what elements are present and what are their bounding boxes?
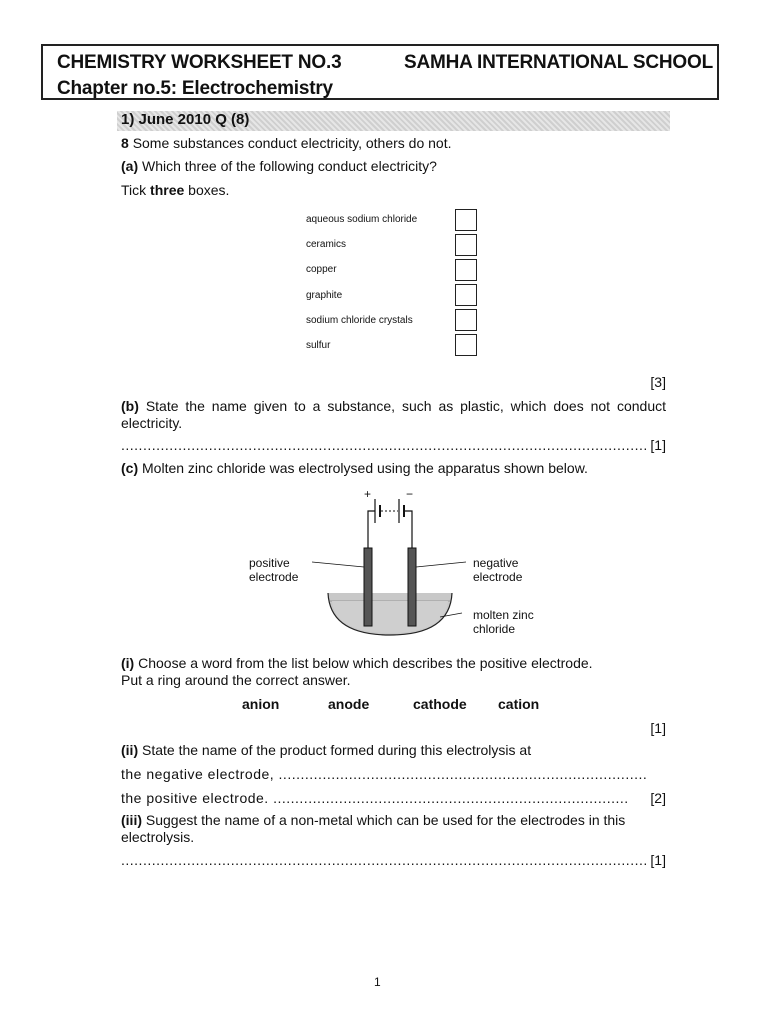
tick-box-sodium-chloride-crystals[interactable] [455, 309, 477, 331]
tick-box-copper[interactable] [455, 259, 477, 281]
part-c-question [121, 460, 588, 477]
part-ci-instruction: Put a ring around the correct answer. [121, 672, 351, 688]
positive-electrode-rod [364, 548, 372, 626]
electrolysis-diagram [240, 485, 540, 645]
part-c-text: Molten zinc chloride was electrolysed using the apparatus shown below. [142, 460, 588, 476]
option-label: ceramics [306, 239, 347, 250]
positive-electrode-answer-line[interactable]: the positive electrode. ................................................................................. [121, 790, 629, 806]
part-b-answer-line[interactable]: ........................................................................................................................ [121, 437, 648, 453]
answer-word-anode[interactable]: anode [328, 696, 370, 712]
tick-box-sulfur[interactable] [455, 334, 477, 356]
question-banner [117, 111, 670, 131]
part-ciii-label: (iii) [121, 812, 142, 828]
answer-word-cathode[interactable]: cathode [413, 696, 467, 712]
negative-electrode-label: negative [473, 556, 519, 570]
tick-box-aqueous-sodium-chloride[interactable] [455, 209, 477, 231]
positive-electrode-label: positive [249, 556, 290, 570]
option-label: sulfur [306, 340, 331, 351]
part-ciii-question [121, 812, 666, 846]
part-b-marks: [1] [650, 437, 666, 453]
answer-word-anion[interactable]: anion [242, 696, 280, 712]
worksheet-title: CHEMISTRY WORKSHEET NO.3 [57, 52, 342, 73]
part-ciii-marks: [1] [650, 852, 666, 868]
option-label: graphite [306, 290, 343, 301]
part-cii-label: (ii) [121, 742, 139, 758]
part-b-label: (b) [121, 398, 139, 414]
question-intro [121, 135, 451, 152]
question-intro-text: Some substances conduct electricity, others do not. [132, 135, 452, 151]
part-cii-question [121, 742, 531, 759]
part-a-marks: [3] [650, 374, 666, 390]
answer-word-cation[interactable]: cation [498, 696, 540, 712]
tick-box-graphite[interactable] [455, 284, 477, 306]
part-a-label: (a) [121, 158, 139, 174]
part-cii-marks: [2] [650, 790, 666, 806]
negative-electrode-answer-line[interactable]: the negative electrode, .................................................................................... [121, 766, 648, 782]
part-ci-question [121, 655, 593, 672]
negative-electrode-rod [408, 548, 416, 626]
part-a-question [121, 158, 437, 175]
battery-minus-sign: − [406, 487, 414, 501]
negative-electrode-label: electrode [473, 570, 523, 584]
question-number: 8 [121, 135, 129, 151]
chapter-title: Chapter no.5: Electrochemistry [57, 78, 333, 99]
part-b-question [121, 398, 666, 432]
molten-zinc-chloride-label: molten zinc [473, 608, 534, 622]
question-banner-label: 1) June 2010 Q (8) [121, 111, 250, 128]
part-ci-text: Choose a word from the list below which describes the positive electrode. [138, 655, 593, 671]
school-name: SAMHA INTERNATIONAL SCHOOL [404, 52, 713, 73]
part-ciii-answer-line[interactable]: ........................................................................................................................ [121, 852, 648, 868]
tick-count: three [150, 182, 185, 198]
battery-plus-sign: + [364, 487, 372, 501]
molten-zinc-chloride-label: chloride [473, 622, 516, 636]
part-ci-marks: [1] [650, 720, 666, 736]
part-ci-label: (i) [121, 655, 135, 671]
positive-electrode-label: electrode [249, 570, 299, 584]
battery-icon [375, 499, 404, 523]
part-ciii-text: Suggest the name of a non-metal which can be used for the electrodes in this electrolysis. [121, 812, 626, 845]
part-b-text: State the name given to a substance, such as plastic, which does not conduct electricity. [121, 398, 667, 431]
worksheet-header [41, 44, 719, 100]
beaker-icon [328, 593, 452, 635]
option-label: sodium chloride crystals [306, 315, 413, 326]
part-a-text: Which three of the following conduct electricity? [142, 158, 437, 174]
option-label: aqueous sodium chloride [306, 214, 418, 225]
page-number: 1 [374, 975, 381, 989]
part-c-label: (c) [121, 460, 139, 476]
tick-box-ceramics[interactable] [455, 234, 477, 256]
option-label: copper [306, 264, 337, 275]
part-cii-text: State the name of the product formed during this electrolysis at [142, 742, 532, 758]
tick-instruction: Tick three boxes. [121, 182, 230, 198]
